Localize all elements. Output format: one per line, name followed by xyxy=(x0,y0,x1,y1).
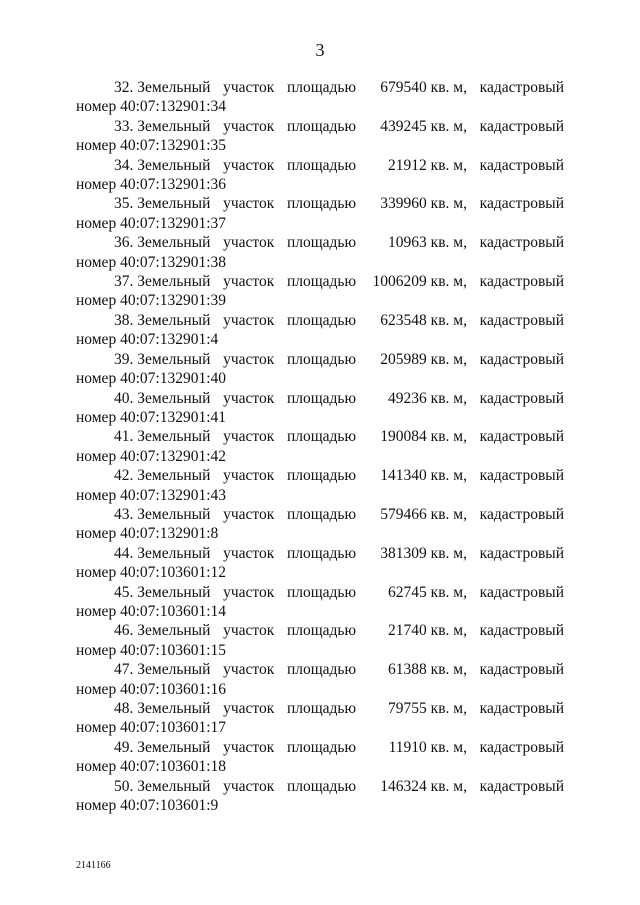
item-word-cadastral: кадастровый xyxy=(479,156,564,174)
item-area xyxy=(369,583,467,602)
item-word-cadastral: кадастровый xyxy=(479,583,564,601)
list-item-line xyxy=(76,156,564,175)
item-heading xyxy=(114,78,210,97)
item-heading xyxy=(114,505,210,524)
item-area-value: 190084 xyxy=(380,428,427,446)
item-word-plot: участок xyxy=(223,661,275,679)
item-area-value: 21740 xyxy=(388,622,427,640)
cadastral-number-line xyxy=(76,291,564,310)
cadastral-prefix: номер xyxy=(76,176,117,194)
item-number: 33. xyxy=(114,117,134,135)
item-label: Земельный xyxy=(137,622,211,640)
cadastral-number: 40:07:103601:15 xyxy=(120,641,226,659)
item-area-value: 579466 xyxy=(380,505,427,523)
item-area xyxy=(369,78,467,97)
list-item xyxy=(76,78,564,117)
item-number: 50. xyxy=(114,777,134,795)
item-area-unit: кв. м, xyxy=(430,505,467,523)
item-heading xyxy=(114,621,210,640)
cadastral-number-line xyxy=(76,136,564,155)
cadastral-number-line xyxy=(76,447,564,466)
list-item xyxy=(76,621,564,660)
item-area-unit: кв. м, xyxy=(430,79,467,96)
item-word-cadastral: кадастровый xyxy=(479,234,564,252)
list-item xyxy=(76,660,564,699)
cadastral-number: 40:07:103601:16 xyxy=(120,680,226,698)
item-area-value: 11910 xyxy=(388,738,427,756)
item-label: Земельный xyxy=(137,700,211,717)
list-item xyxy=(76,583,564,622)
list-item-line xyxy=(76,311,564,330)
item-area-value: 62745 xyxy=(388,583,427,601)
item-number: 42. xyxy=(114,467,134,485)
item-label: Земельный xyxy=(137,311,211,329)
item-area-value: 381309 xyxy=(380,544,427,562)
cadastral-prefix: номер xyxy=(76,641,117,659)
list-item-line xyxy=(76,233,564,252)
cadastral-number-line xyxy=(76,486,564,505)
item-word-area-of: площадью xyxy=(286,738,357,756)
item-word-cadastral: кадастровый xyxy=(479,273,564,291)
item-area-unit: кв. м, xyxy=(430,428,467,446)
list-item-line xyxy=(76,78,564,97)
cadastral-number: 40:07:132901:41 xyxy=(120,408,226,426)
item-area-unit: кв. м, xyxy=(430,777,467,795)
cadastral-number: 40:07:132901:40 xyxy=(120,370,226,388)
item-area xyxy=(369,621,467,640)
list-item-line xyxy=(76,466,564,485)
item-word-plot: участок xyxy=(223,156,275,174)
item-area xyxy=(369,738,467,757)
item-word-area-of: площадью xyxy=(286,234,357,252)
item-word-cadastral: кадастровый xyxy=(479,117,564,135)
item-word-area-of: площадью xyxy=(286,311,357,329)
item-number: 44. xyxy=(114,544,134,562)
item-heading xyxy=(114,272,210,291)
cadastral-number: 40:07:103601:9 xyxy=(120,797,219,815)
item-area-value: 79755 xyxy=(388,700,427,717)
list-item-line xyxy=(76,389,564,408)
cadastral-prefix: номер xyxy=(76,214,117,232)
item-area-unit: кв. м, xyxy=(430,467,467,485)
list-item xyxy=(76,117,564,156)
cadastral-number-line xyxy=(76,175,564,194)
cadastral-number-line xyxy=(76,369,564,388)
item-area-unit: кв. м, xyxy=(430,700,467,717)
item-area-unit: кв. м, xyxy=(430,661,467,679)
cadastral-number: 40:07:132901:39 xyxy=(120,292,226,310)
list-item xyxy=(76,194,564,233)
list-item-line xyxy=(76,583,564,602)
item-area-value: 10963 xyxy=(388,234,427,252)
item-label: Земельный xyxy=(137,583,211,601)
item-heading xyxy=(114,583,210,602)
cadastral-prefix: номер xyxy=(76,680,117,698)
item-heading xyxy=(114,466,210,485)
item-word-plot: участок xyxy=(223,544,275,562)
item-area-unit: кв. м, xyxy=(430,350,467,368)
cadastral-prefix: номер xyxy=(76,370,117,388)
item-area-value: 21912 xyxy=(388,156,427,174)
item-word-area-of: площадью xyxy=(286,700,357,717)
cadastral-number-line xyxy=(76,253,564,272)
item-number: 35. xyxy=(114,195,134,213)
item-word-cadastral: кадастровый xyxy=(479,389,564,407)
cadastral-number-line xyxy=(76,214,564,233)
cadastral-number-line xyxy=(76,330,564,349)
list-item xyxy=(76,311,564,350)
item-word-area-of: площадью xyxy=(286,273,357,291)
item-number: 43. xyxy=(114,505,134,523)
item-label: Земельный xyxy=(137,79,211,96)
item-area-unit: кв. м, xyxy=(430,234,467,252)
item-word-area-of: площадью xyxy=(286,661,357,679)
item-word-plot: участок xyxy=(223,777,275,795)
item-label: Земельный xyxy=(137,195,211,213)
list-item-line xyxy=(76,350,564,369)
list-item-line xyxy=(76,621,564,640)
cadastral-prefix: номер xyxy=(76,408,117,426)
item-word-area-of: площадью xyxy=(286,428,357,446)
item-heading xyxy=(114,544,210,563)
item-area-value: 623548 xyxy=(380,311,427,329)
item-word-area-of: площадью xyxy=(286,777,357,795)
item-area xyxy=(369,427,467,446)
item-heading xyxy=(114,156,210,175)
cadastral-number: 40:07:103601:12 xyxy=(120,564,226,582)
item-word-area-of: площадью xyxy=(286,467,357,485)
item-word-plot: участок xyxy=(223,622,275,640)
cadastral-prefix: номер xyxy=(76,564,117,582)
item-number: 32. xyxy=(114,79,134,96)
item-heading xyxy=(114,350,210,369)
list-item-line xyxy=(76,117,564,136)
item-word-cadastral: кадастровый xyxy=(479,738,564,756)
item-word-plot: участок xyxy=(223,389,275,407)
list-item-line xyxy=(76,427,564,446)
cadastral-number: 40:07:132901:37 xyxy=(120,214,226,232)
item-number: 38. xyxy=(114,311,134,329)
item-area-value: 439245 xyxy=(380,117,427,135)
item-word-cadastral: кадастровый xyxy=(479,428,564,446)
cadastral-number: 40:07:132901:38 xyxy=(120,253,226,271)
item-heading xyxy=(114,738,210,757)
item-number: 48. xyxy=(114,700,134,717)
item-word-cadastral: кадастровый xyxy=(479,311,564,329)
cadastral-prefix: номер xyxy=(76,137,117,155)
item-label: Земельный xyxy=(137,544,211,562)
item-area-unit: кв. м, xyxy=(430,117,467,135)
item-area-unit: кв. м, xyxy=(430,738,467,756)
item-label: Земельный xyxy=(137,661,211,679)
item-area-unit: кв. м, xyxy=(430,583,467,601)
cadastral-number-line xyxy=(76,97,564,116)
list-item xyxy=(76,505,564,544)
cadastral-number-line xyxy=(76,563,564,582)
list-item xyxy=(76,350,564,389)
item-area-unit: кв. м, xyxy=(430,156,467,174)
item-word-plot: участок xyxy=(223,700,275,717)
item-word-area-of: площадью xyxy=(286,79,357,96)
item-word-plot: участок xyxy=(223,311,275,329)
item-label: Земельный xyxy=(137,505,211,523)
item-area xyxy=(369,156,467,175)
cadastral-number-line xyxy=(76,718,564,737)
list-item xyxy=(76,389,564,428)
item-area-unit: кв. м, xyxy=(430,195,467,213)
item-heading xyxy=(114,427,210,446)
cadastral-number: 40:07:132901:35 xyxy=(120,137,226,155)
list-item-line xyxy=(76,544,564,563)
item-label: Земельный xyxy=(137,234,211,252)
cadastral-prefix: номер xyxy=(76,758,117,776)
item-heading xyxy=(114,389,210,408)
cadastral-number: 40:07:103601:17 xyxy=(120,719,226,737)
item-heading xyxy=(114,699,210,718)
cadastral-prefix: номер xyxy=(76,331,117,349)
item-word-area-of: площадью xyxy=(286,195,357,213)
land-plot-list xyxy=(76,78,564,815)
cadastral-number-line xyxy=(76,757,564,776)
item-area xyxy=(369,272,467,291)
item-word-plot: участок xyxy=(223,467,275,485)
list-item-line xyxy=(76,777,564,796)
item-word-cadastral: кадастровый xyxy=(479,700,564,717)
item-number: 45. xyxy=(114,583,134,601)
item-area-value: 1006209 xyxy=(372,273,427,291)
cadastral-prefix: номер xyxy=(76,602,117,620)
item-area-value: 339960 xyxy=(380,195,427,213)
list-item xyxy=(76,156,564,195)
item-area xyxy=(369,233,467,252)
item-area xyxy=(369,117,467,136)
item-heading xyxy=(114,233,210,252)
cadastral-number-line xyxy=(76,796,564,815)
item-label: Земельный xyxy=(137,389,211,407)
item-word-cadastral: кадастровый xyxy=(479,195,564,213)
item-area xyxy=(369,389,467,408)
item-area xyxy=(369,777,467,796)
cadastral-prefix: номер xyxy=(76,292,117,310)
list-item xyxy=(76,272,564,311)
cadastral-prefix: номер xyxy=(76,525,117,543)
cadastral-prefix: номер xyxy=(76,486,117,504)
item-area-value: 61388 xyxy=(388,661,427,679)
list-item xyxy=(76,544,564,583)
item-area xyxy=(369,350,467,369)
list-item-line xyxy=(76,505,564,524)
item-heading xyxy=(114,117,210,136)
item-area-value: 205989 xyxy=(380,350,427,368)
list-item-line xyxy=(76,194,564,213)
item-word-plot: участок xyxy=(223,738,275,756)
item-label: Земельный xyxy=(137,117,211,135)
cadastral-prefix: номер xyxy=(76,447,117,465)
item-number: 46. xyxy=(114,622,134,640)
cadastral-prefix: номер xyxy=(76,719,117,737)
item-number: 41. xyxy=(114,428,134,446)
item-area-unit: кв. м, xyxy=(430,273,467,291)
item-area-value: 679540 xyxy=(380,79,427,96)
list-item-line xyxy=(76,738,564,757)
list-item-line xyxy=(76,699,564,718)
cadastral-number: 40:07:132901:34 xyxy=(120,98,226,116)
item-word-cadastral: кадастровый xyxy=(479,544,564,562)
item-word-plot: участок xyxy=(223,583,275,601)
item-word-area-of: площадью xyxy=(286,389,357,407)
list-item xyxy=(76,427,564,466)
item-word-cadastral: кадастровый xyxy=(479,622,564,640)
item-number: 36. xyxy=(114,234,134,252)
item-word-area-of: площадью xyxy=(286,350,357,368)
item-word-plot: участок xyxy=(223,195,275,213)
item-number: 37. xyxy=(114,273,134,291)
item-word-cadastral: кадастровый xyxy=(479,350,564,368)
item-area xyxy=(369,466,467,485)
item-label: Земельный xyxy=(137,273,211,291)
cadastral-number: 40:07:132901:4 xyxy=(120,331,219,349)
item-word-area-of: площадью xyxy=(286,156,357,174)
item-area xyxy=(369,544,467,563)
item-area xyxy=(369,311,467,330)
list-item xyxy=(76,699,564,738)
item-heading xyxy=(114,194,210,213)
cadastral-number-line xyxy=(76,524,564,543)
list-item xyxy=(76,233,564,272)
cadastral-number: 40:07:132901:43 xyxy=(120,486,226,504)
item-word-cadastral: кадастровый xyxy=(479,505,564,523)
item-label: Земельный xyxy=(137,350,211,368)
item-word-plot: участок xyxy=(223,350,275,368)
list-item xyxy=(76,777,564,816)
cadastral-number: 40:07:132901:36 xyxy=(120,176,226,194)
item-label: Земельный xyxy=(137,467,211,485)
item-word-area-of: площадью xyxy=(286,622,357,640)
item-number: 39. xyxy=(114,350,134,368)
item-area xyxy=(369,505,467,524)
cadastral-number-line xyxy=(76,602,564,621)
item-word-plot: участок xyxy=(223,428,275,446)
list-item xyxy=(76,738,564,777)
cadastral-prefix: номер xyxy=(76,253,117,271)
item-word-cadastral: кадастровый xyxy=(479,79,564,96)
item-area-value: 49236 xyxy=(388,389,427,407)
item-word-cadastral: кадастровый xyxy=(479,467,564,485)
document-code: 2141166 xyxy=(76,860,111,871)
item-number: 49. xyxy=(114,738,134,756)
item-area-unit: кв. м, xyxy=(430,544,467,562)
item-word-area-of: площадью xyxy=(286,583,357,601)
item-heading xyxy=(114,660,210,679)
cadastral-number-line xyxy=(76,408,564,427)
cadastral-number: 40:07:103601:18 xyxy=(120,758,226,776)
item-word-plot: участок xyxy=(223,273,275,291)
item-word-area-of: площадью xyxy=(286,117,357,135)
item-area-unit: кв. м, xyxy=(430,389,467,407)
item-area xyxy=(369,194,467,213)
item-word-plot: участок xyxy=(223,505,275,523)
item-word-plot: участок xyxy=(223,117,275,135)
item-word-plot: участок xyxy=(223,234,275,252)
item-area xyxy=(369,660,467,679)
cadastral-prefix: номер xyxy=(76,98,117,116)
cadastral-number: 40:07:132901:8 xyxy=(120,525,219,543)
item-area-value: 141340 xyxy=(380,467,427,485)
item-label: Земельный xyxy=(137,777,211,795)
list-item xyxy=(76,466,564,505)
item-label: Земельный xyxy=(137,428,211,446)
item-word-area-of: площадью xyxy=(286,505,357,523)
item-word-area-of: площадью xyxy=(286,544,357,562)
item-area-unit: кв. м, xyxy=(430,311,467,329)
cadastral-prefix: номер xyxy=(76,797,117,815)
cadastral-number: 40:07:103601:14 xyxy=(120,602,226,620)
page-number: 3 xyxy=(315,40,325,60)
cadastral-number-line xyxy=(76,680,564,699)
item-number: 34. xyxy=(114,156,134,174)
item-area xyxy=(369,699,467,718)
cadastral-number-line xyxy=(76,641,564,660)
item-number: 47. xyxy=(114,661,134,679)
item-heading xyxy=(114,777,210,796)
item-label: Земельный xyxy=(137,156,211,174)
item-label: Земельный xyxy=(137,738,211,756)
cadastral-number: 40:07:132901:42 xyxy=(120,447,226,465)
item-word-cadastral: кадастровый xyxy=(479,777,564,795)
list-item-line xyxy=(76,660,564,679)
item-heading xyxy=(114,311,210,330)
item-number: 40. xyxy=(114,389,134,407)
item-area-unit: кв. м, xyxy=(430,622,467,640)
item-word-plot: участок xyxy=(223,79,275,96)
item-area-value: 146324 xyxy=(380,777,427,795)
list-item-line xyxy=(76,272,564,291)
item-word-cadastral: кадастровый xyxy=(479,661,564,679)
